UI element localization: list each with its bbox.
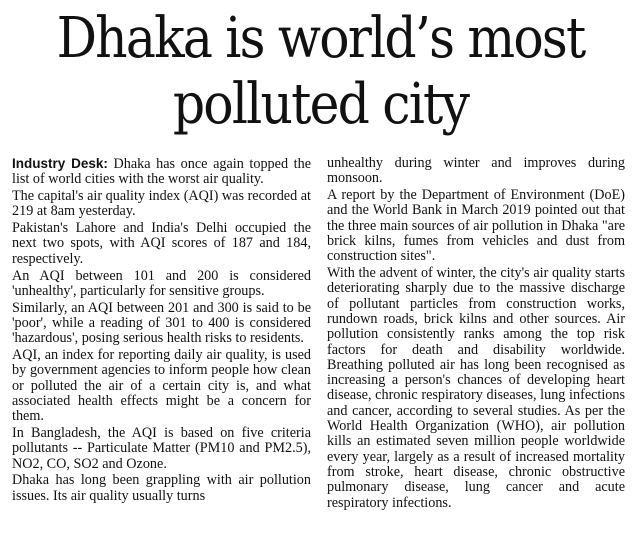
paragraph: Dhaka has long been grappling with air pollution issues. Its air quality usually turns (12, 472, 311, 504)
paragraph: AQI, an index for reporting daily air quality, is used by government agencies to inform people how clean or polluted the air of a certain city is, and what associated health effects might be a concern for them. (12, 347, 311, 425)
paragraph: In Bangladesh, the AQI is based on five criteria pollutants -- Particulate Matter (PM10 and PM2.5), NO2, CO, SO2 and Ozone. (12, 425, 311, 472)
article-column-right (327, 156, 625, 512)
paragraph: An AQI between 101 and 200 is considered 'unhealthy', particularly for sensitive groups. (12, 267, 311, 299)
article-column-left (12, 156, 311, 506)
paragraph-lead (12, 156, 311, 188)
paragraph-lead-text: Dhaka has once again topped the list of world cities with the worst air quality. (12, 156, 311, 188)
paragraph: The capital's air quality index (AQI) was recorded at 219 at 8am yesterday. (12, 188, 311, 220)
paragraph: With the advent of winter, the city's air quality starts deteriorating sharply due to the massive discharge of pollutant particles from construction works, rundown roads, brick kilns and other sources. Air pollution consistently ranks among the top risk factors for death and disability worldwide. Breathing polluted air has long been recognised as increasing a person's chances of developing heart disease, chronic respiratory diseases, lung infections and cancer, according to several studies. As per the World Health Organization (WHO), air pollution kills an estimated seven million people worldwide every year, largely as a result of increased mortality from stroke, heart disease, chronic obstructive pulmonary disease, lung cancer and acute respiratory infections. (327, 265, 625, 511)
headline: Dhaka is world’s most polluted city (56, 6, 585, 138)
paragraph: unhealthy during winter and improves during monsoon. (327, 155, 625, 187)
paragraph: A report by the Department of Environment (DoE) and the World Bank in March 2019 pointed out that the three main sources of air pollution in Dhaka "are brick kilns, fumes from vehicles and dust from construction sites". (327, 187, 625, 265)
paragraph: Similarly, an AQI between 201 and 300 is said to be 'poor', while a reading of 301 to 400 is considered 'hazardous', posing serious health risks to residents. (12, 299, 311, 347)
byline: Industry Desk: (12, 156, 108, 171)
paragraph: Pakistan's Lahore and India's Delhi occupied the next two spots, with AQI scores of 187 and 184, respectively. (12, 220, 311, 267)
